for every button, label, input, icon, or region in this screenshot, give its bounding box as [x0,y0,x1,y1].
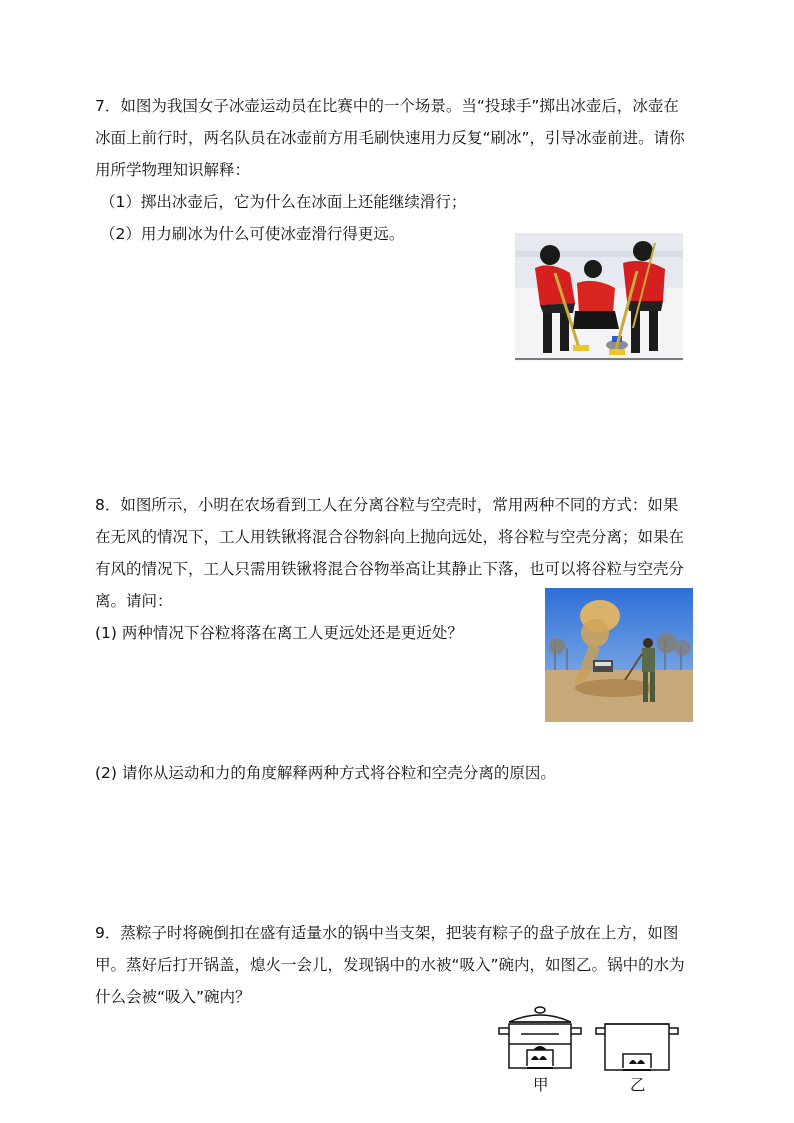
winnowing-photo [545,588,693,722]
q7-subquestion-1: （1）掷出冰壶后，它为什么在冰面上还能继续滑行； [100,193,467,211]
figure-label-jia: 甲 [533,1076,549,1094]
pot-diagram-jia [497,1004,583,1074]
q7-line-1: 7．如图为我国女子冰壶运动员在比赛中的一个场景。当“投球手”掷出冰壶后，冰壶在 [95,97,679,115]
q7-line-3: 用所学物理知识解释： [95,161,251,179]
curling-photo [515,233,683,361]
q9-line-1: 9．蒸粽子时将碗倒扣在盛有适量水的锅中当支架，把装有粽子的盘子放在上方，如图 [95,924,679,942]
q8-subquestion-2: (2) 请你从运动和力的角度解释两种方式将谷粒和空壳分离的原因。 [95,764,556,782]
figure-label-yi: 乙 [630,1076,646,1094]
q7-subquestion-2: （2）用力刷冰为什么可使冰壶滑行得更远。 [100,225,405,243]
q9-line-2: 甲。蒸好后打开锅盖，熄火一会儿，发现锅中的水被“吸入”碗内，如图乙。锅中的水为 [95,956,685,974]
q8-line-1: 8．如图所示，小明在农场看到工人在分离谷粒与空壳时，常用两种不同的方式：如果 [95,496,679,514]
q9-line-3: 什么会被“吸入”碗内？ [95,988,251,1006]
q8-line-4: 离。请问： [95,592,173,610]
q8-line-2: 在无风的情况下，工人用铁锹将混合谷物斜向上抛向远处，将谷粒与空壳分离；如果在 [95,528,685,546]
q8-subquestion-1: (1) 两种情况下谷粒将落在离工人更远处还是更近处？ [95,624,463,642]
q7-line-2: 冰面上前行时，两名队员在冰壶前方用毛刷快速用力反复“刷冰”，引导冰壶前进。请你 [95,129,685,147]
q8-line-3: 有风的情况下，工人只需用铁锹将混合谷物举高让其静止下落，也可以将谷粒与空壳分 [95,560,685,578]
pot-diagram-yi [595,1018,679,1074]
